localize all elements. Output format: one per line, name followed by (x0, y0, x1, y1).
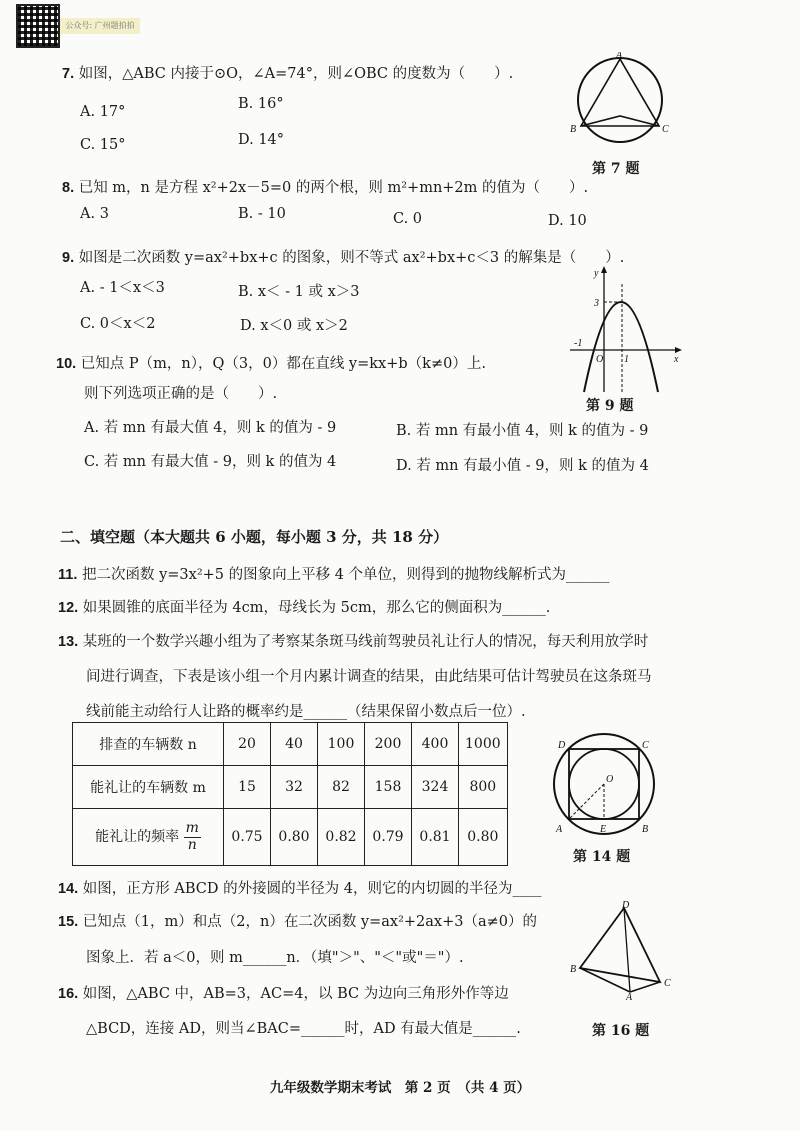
label-c: C (662, 124, 669, 135)
question-11 (58, 563, 610, 584)
question-number: 15. (58, 914, 79, 930)
figure-9-parabola (566, 262, 686, 397)
label-a: A (616, 52, 623, 61)
question-14 (58, 877, 541, 898)
option-c: C. 若 mn 有最大值 - 9，则 k 的值为 4 (84, 454, 337, 470)
label-b: B (570, 964, 577, 975)
row-header: 排查的车辆数 n (73, 723, 224, 766)
figure-16-caption: 第 16 题 (592, 1023, 650, 1039)
table-row (73, 766, 508, 809)
table-cell: 0.82 (318, 809, 365, 866)
label-o: O (596, 354, 604, 365)
table-cell: 32 (271, 766, 318, 809)
question-13 (58, 630, 648, 651)
table-cell: 0.80 (271, 809, 318, 866)
option-d: D. 10 (548, 213, 587, 229)
question-number: 8. (62, 180, 75, 196)
label-a: A (556, 824, 563, 835)
question-number: 10. (56, 356, 77, 372)
fraction-denominator: n (187, 836, 197, 853)
table-cell: 15 (224, 766, 271, 809)
option-a: A. - 1＜x＜3 (80, 280, 165, 296)
table-cell: 400 (412, 723, 459, 766)
question-8 (62, 176, 588, 197)
table-cell: 0.81 (412, 809, 459, 866)
table-cell: 1000 (459, 723, 508, 766)
question-7 (62, 62, 513, 83)
question-stem: 如果圆锥的底面半径为 4cm，母线长为 5cm，那么它的侧面积为______. (82, 600, 551, 616)
option-d: D. 若 mn 有最小值 - 9，则 k 的值为 4 (396, 458, 649, 474)
row-header: 能礼让的车辆数 m (73, 766, 224, 809)
page-footer: 九年级数学期末考试 第 2 页 （共 4 页） (269, 1080, 531, 1096)
label-3: 3 (594, 298, 599, 309)
question-stem: 如图，正方形 ABCD 的外接圆的半径为 4，则它的内切圆的半径为____ (82, 881, 542, 897)
question-number: 16. (58, 986, 79, 1002)
table-row (73, 809, 508, 866)
fraction-numerator: m (185, 820, 199, 837)
option-a: A. 若 mn 有最大值 4，则 k 的值为 - 9 (84, 420, 337, 436)
row-header (73, 809, 224, 866)
table-cell: 200 (365, 723, 412, 766)
figure-7-circle-triangle (560, 52, 690, 162)
question-number: 12. (58, 600, 79, 616)
question-stem: 已知点（1，m）和点（2，n）在二次函数 y=ax²+2ax+3（a≠0）的 (82, 914, 537, 930)
label-c: C (642, 740, 649, 751)
option-c: C. 0＜x＜2 (80, 316, 156, 332)
question-number: 9. (62, 250, 75, 266)
option-b: B. 若 mn 有最小值 4，则 k 的值为 - 9 (396, 423, 649, 439)
table-cell: 20 (224, 723, 271, 766)
watermark: 公众号: 广州题拍拍 (60, 18, 140, 34)
label-x: x (674, 354, 679, 365)
option-c: C. 15° (80, 137, 126, 153)
question-number: 7. (62, 66, 75, 82)
question-15-line2: 图象上．若 a＜0，则 m______n．（填"＞"、"＜"或"＝"）. (86, 950, 464, 966)
label-1: 1 (624, 354, 629, 365)
question-10-line2: 则下列选项正确的是（ ）. (84, 386, 278, 402)
option-b: B. x＜ - 1 或 x＞3 (238, 284, 360, 300)
option-a: A. 17° (80, 104, 126, 120)
question-stem: 把二次函数 y=3x²+5 的图象向上平移 4 个单位，则得到的抛物线解析式为______ (81, 567, 610, 583)
table-cell: 100 (318, 723, 365, 766)
label-y: y (594, 268, 599, 279)
table-cell: 82 (318, 766, 365, 809)
label-a: A (626, 992, 633, 1000)
figure-14-square-circles (540, 728, 670, 840)
option-b: B. - 10 (238, 206, 286, 222)
label-minus1: -1 (574, 338, 583, 349)
question-stem: 某班的一个数学兴趣小组为了考察某条斑马线前驾驶员礼让行人的情况，每天利用放学时 (82, 634, 649, 650)
question-16-line2: △BCD，连接 AD，则当∠BAC=______时，AD 有最大值是______. (86, 1021, 521, 1037)
section-title: 二、填空题（本大题共 6 小题，每小题 3 分，共 18 分） (60, 528, 449, 546)
label-c: C (664, 978, 671, 989)
question-10 (56, 352, 486, 373)
table-cell: 40 (271, 723, 318, 766)
table-cell: 324 (412, 766, 459, 809)
question-15 (58, 910, 537, 931)
fraction-m-over-n (184, 821, 201, 853)
question-stem: 已知 m，n 是方程 x²+2x－5=0 的两个根，则 m²+mn+2m 的值为（ ）. (78, 180, 589, 196)
table-cell: 0.80 (459, 809, 508, 866)
option-a: A. 3 (80, 206, 109, 222)
row-header-label: 能礼让的频率 (95, 829, 180, 845)
question-number: 13. (58, 634, 79, 650)
figure-16-triangles (566, 900, 686, 1000)
option-d: D. 14° (238, 132, 285, 148)
question-stem: 如图，△ABC 内接于⊙O，∠A=74°，则∠OBC 的度数为（ ）. (78, 66, 514, 82)
table-cell: 800 (459, 766, 508, 809)
question-number: 14. (58, 881, 79, 897)
question-12 (58, 596, 550, 617)
figure-14-caption: 第 14 题 (573, 849, 631, 865)
label-d: D (558, 740, 566, 751)
question-stem: 已知点 P（m，n），Q（3，0）都在直线 y=kx+b（k≠0）上. (80, 356, 486, 372)
qr-code-image (16, 4, 60, 48)
table-cell: 158 (365, 766, 412, 809)
table-cell: 0.79 (365, 809, 412, 866)
label-o: O (606, 774, 614, 785)
label-b: B (570, 124, 577, 135)
label-b: B (642, 824, 649, 835)
question-stem: 如图是二次函数 y=ax²+bx+c 的图象，则不等式 ax²+bx+c＜3 的解集是（ ）. (78, 250, 625, 266)
figure-9-caption: 第 9 题 (586, 398, 634, 414)
figure-7-caption: 第 7 题 (592, 161, 640, 177)
question-13-line3: 线前能主动给行人让路的概率约是______（结果保留小数点后一位）. (86, 704, 526, 720)
option-c: C. 0 (393, 211, 423, 227)
label-d: D (622, 900, 630, 911)
table-cell: 0.75 (224, 809, 271, 866)
question-9 (62, 246, 624, 267)
question-13-line2: 间进行调查，下表是该小组一个月内累计调查的结果，由此结果可估计驾驶员在这条斑马 (86, 669, 652, 685)
option-b: B. 16° (238, 96, 284, 112)
question-16 (58, 982, 509, 1003)
frequency-table (72, 722, 508, 866)
label-e: E (600, 824, 607, 835)
table-row (73, 723, 508, 766)
question-stem: 如图，△ABC 中，AB=3，AC=4，以 BC 为边向三角形外作等边 (82, 986, 509, 1002)
question-number: 11. (58, 567, 78, 583)
option-d: D. x＜0 或 x＞2 (240, 318, 348, 334)
